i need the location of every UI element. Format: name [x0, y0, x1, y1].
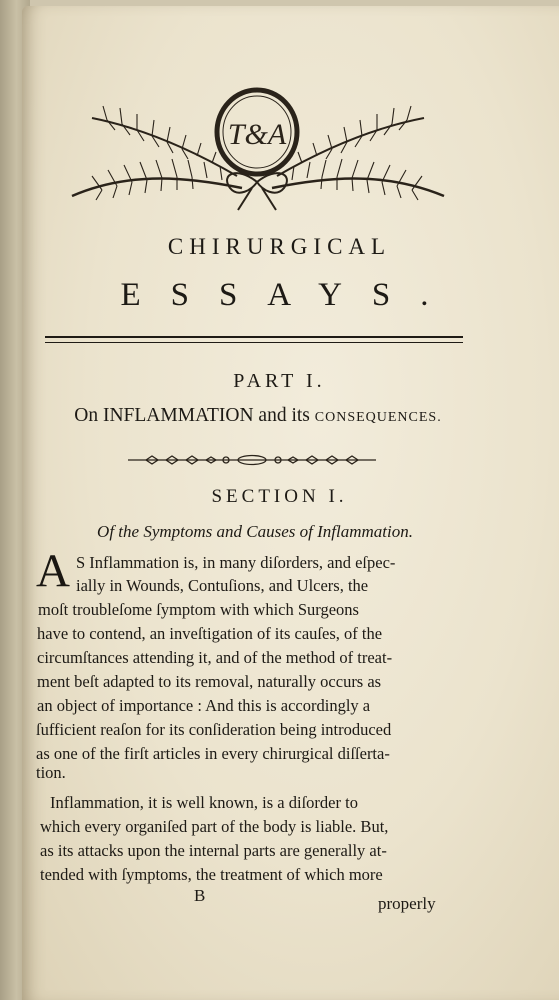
part-subtitle-smallcaps: CONSEQUENCES. [314, 410, 442, 425]
section-heading: SECTION I. [211, 486, 348, 507]
title-line-1: CHIRURGICAL [167, 234, 392, 259]
section-title: Of the Symptoms and Causes of Inflammation. [97, 522, 413, 541]
body-line: which every organiſed part of the body is liable. But, [40, 817, 389, 836]
body-line: Inflammation, it is well known, is a diſorder to [50, 793, 358, 812]
title-line-2: ESSAYS. [120, 277, 459, 313]
part-subtitle-main: On INFLAMMATION and its [74, 405, 310, 426]
drop-capital: A [36, 545, 70, 597]
monogram: T&A [227, 118, 287, 151]
body-line: ſufficient reaſon for its conſideration being introduced [36, 720, 392, 739]
body-line: circumſtances attending it, and of the method of treat- [37, 648, 393, 667]
part-subtitle [38, 405, 478, 427]
wreath-ornament [62, 78, 452, 214]
double-rule-bottom [45, 342, 463, 343]
body-line: an object of importance : And this is accordingly a [37, 696, 371, 715]
part-heading: PART I. [233, 370, 326, 392]
body-line: moſt troubleſome ſymptom with which Surgeons [38, 600, 359, 619]
body-line: ment beſt adapted to its removal, naturally occurs as [37, 672, 382, 691]
body-line: S Inflammation is, in many diſorders, and eſpec- [76, 553, 396, 572]
body-line: tion. [36, 763, 66, 782]
body-line: as one of the firſt articles in every chirurgical diſſerta- [36, 744, 390, 763]
flourish-divider [126, 453, 378, 467]
double-rule-top [45, 336, 463, 338]
body-line: tended with ſymptoms, the treatment of which more [40, 865, 383, 884]
body-line: as its attacks upon the internal parts are generally at- [40, 841, 387, 860]
body-line: have to contend, an inveſtigation of its cauſes, of the [37, 624, 383, 643]
body-line: ially in Wounds, Contuſions, and Ulcers, the [76, 576, 369, 595]
signature-mark: B [194, 886, 206, 905]
catchword: properly [378, 894, 436, 913]
